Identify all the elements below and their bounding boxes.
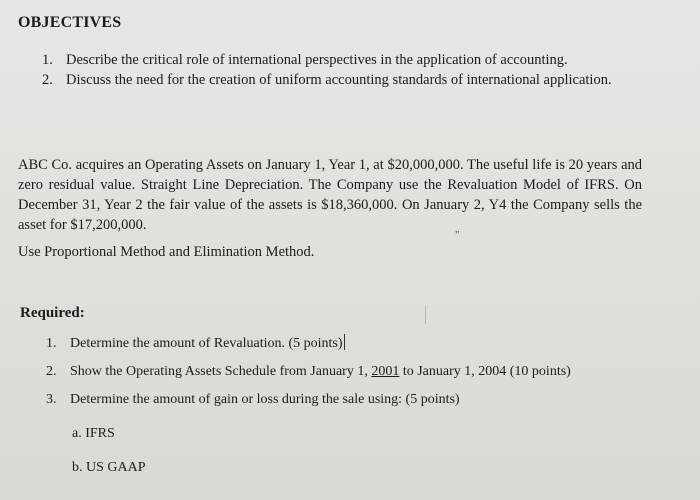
required-text: Determine the amount of gain or loss during the sale using: (5 points) [70,392,460,407]
required-text [70,330,345,358]
required-heading: Required: [20,305,85,321]
text-cursor [344,334,345,350]
required-text-content: Determine the amount of Revaluation. (5 points) [70,336,343,351]
required-number: 1. [46,336,57,351]
sub-item-ifrs: a. IFRS [72,426,115,441]
required-list [46,330,666,414]
objective-item [42,50,652,70]
required-text-before: Show the Operating Assets Schedule from January 1, [70,364,372,379]
required-text-after: to January 1, 2004 (10 points) [399,364,571,379]
underlined-year: 2001 [371,364,400,379]
required-text [70,358,571,386]
required-number: 2. [46,364,57,379]
required-item [46,386,666,414]
objective-item [42,70,652,90]
sub-item-us-gaap: b. US GAAP [72,460,146,475]
objectives-list [42,50,652,90]
text-cursor-mark [425,306,426,324]
required-item [46,330,666,358]
objective-number: 2. [42,72,53,88]
method-instruction: Use Proportional Method and Elimination Method. [18,244,315,260]
required-number: 3. [46,392,57,407]
objective-number: 1. [42,52,53,68]
required-item [46,358,666,386]
case-paragraph: ABC Co. acquires an Operating Assets on January 1, Year 1, at $20,000,000. The useful life is 20 years and zero residual value. Straight Line Depreciation. The Company use the Revaluation Model of IFRS. On December 31, Year 2 the fair value of the assets is $18,360,000. On January 2, Y4 the Company sells the asset for $17,200,000. [18,157,642,233]
stray-mark: „ [455,224,460,235]
objective-text: Describe the critical role of international perspectives in the application of accounting. [66,52,568,68]
objective-text: Discuss the need for the creation of uniform accounting standards of international application. [66,72,612,88]
objectives-heading: OBJECTIVES [18,14,122,31]
